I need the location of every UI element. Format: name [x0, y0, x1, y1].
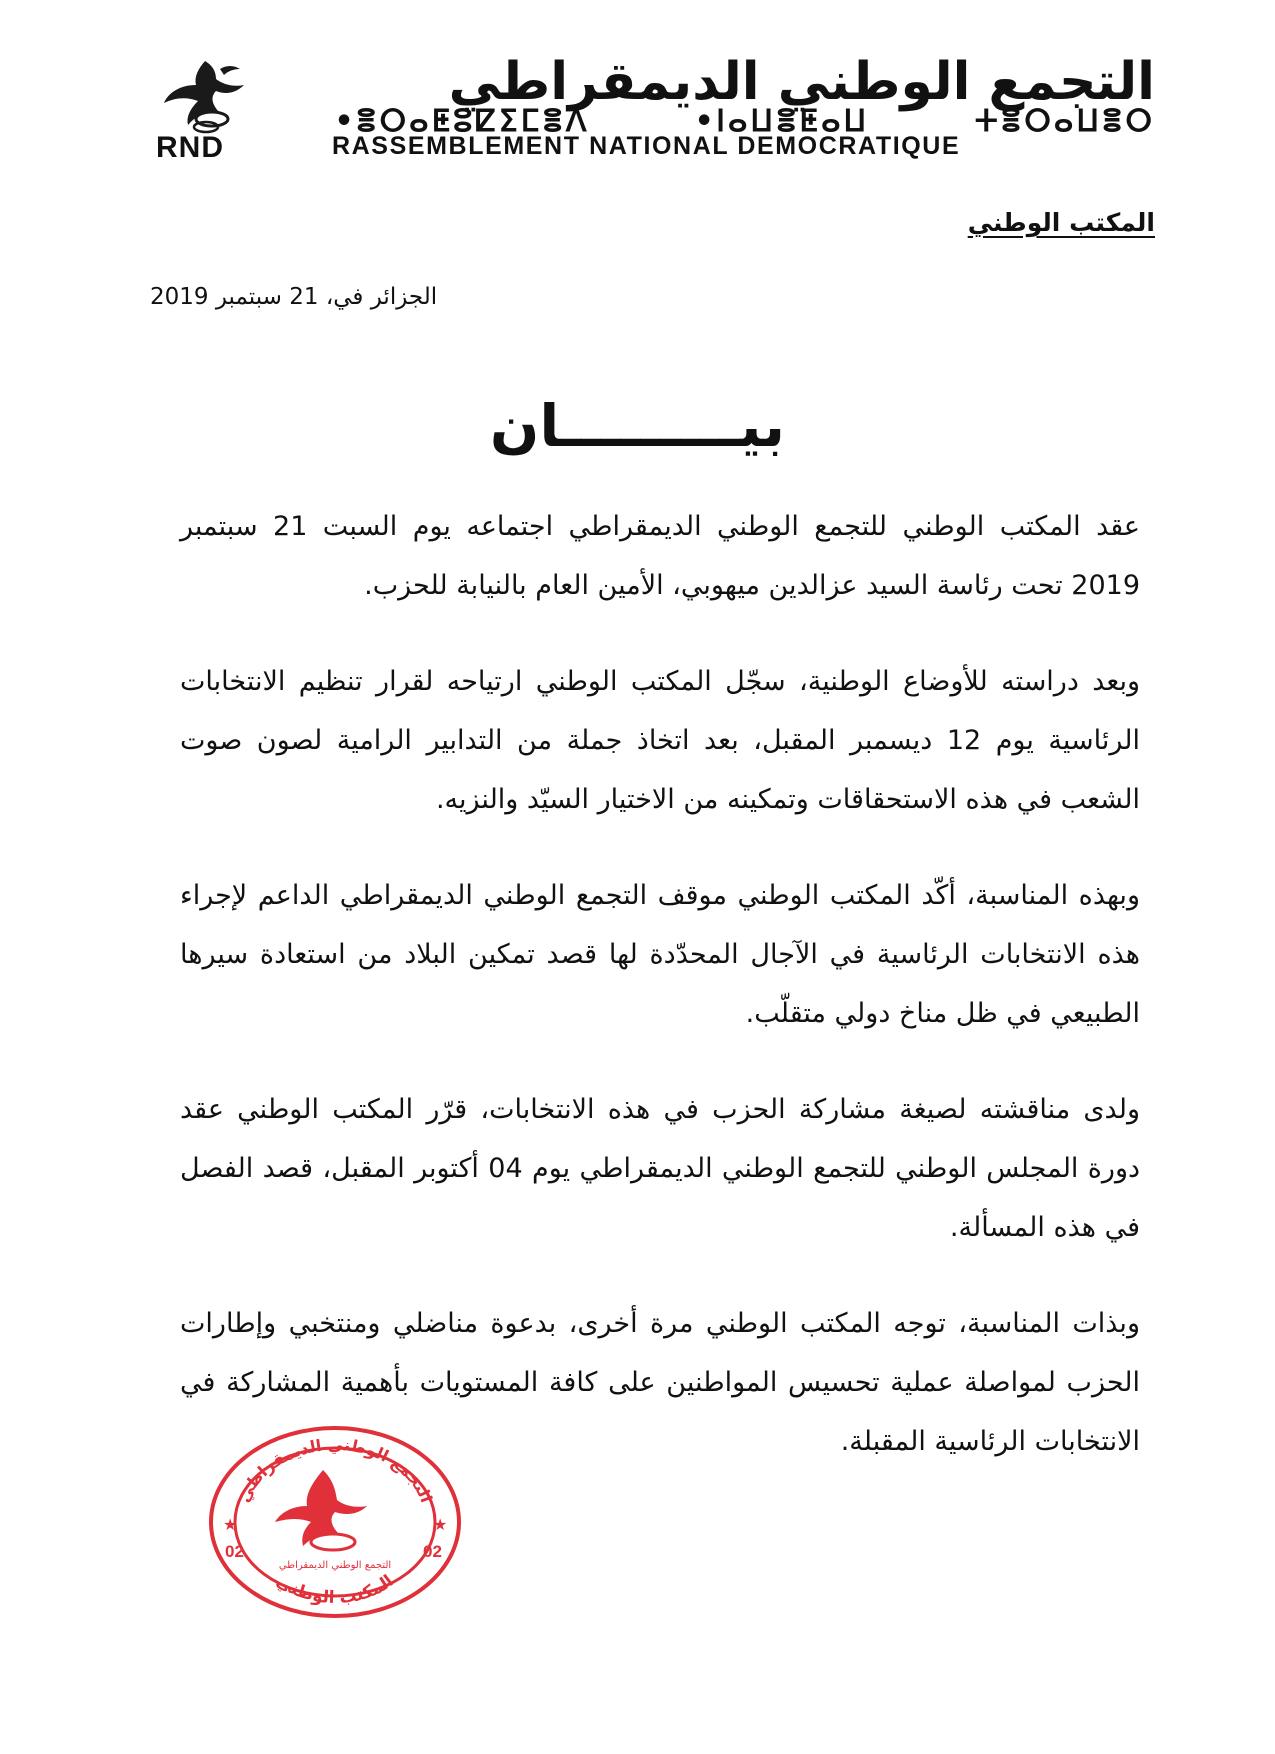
stamp-top-text: التجمع الوطني الديمقراطي: [234, 1434, 437, 1506]
document-title: بيـــــــــان: [489, 392, 786, 460]
stamp-star-icon: ★: [223, 1515, 238, 1534]
document-date: الجزائر في، 21 سبتمبر 2019: [150, 284, 438, 310]
stamp-inner-text: التجمع الوطني الديمقراطي: [278, 1560, 392, 1571]
paragraph: وبعد دراسته للأوضاع الوطنية، سجّل المكتب الوطني ارتياحه لقرار تنظيم الانتخابات الرئاسية يوم 12 ديسمبر المقبل، بعد اتخاذ جملة من التدابير الرامية لصون صوت الشعب في هذه الاستحقاقات وتمكينه من الاختيار السيّد والنزيه.: [180, 666, 1140, 815]
party-name-arabic: التجمع الوطني الديمقراطي: [448, 52, 1155, 112]
party-name-french: RASSEMBLEMENT NATIONAL DEMOCRATIQUE: [332, 132, 961, 160]
stamp-right-number: 02: [423, 1542, 442, 1561]
paragraph: وبذات المناسبة، توجه المكتب الوطني مرة أخرى، بدعوة مناضلي ومنتخبي وإطارات الحزب لمواصلة عملية تحسيس المواطنين على كافة المستويات بأهمية المشاركة في الانتخابات الرئاسية المقبلة.: [180, 1308, 1140, 1457]
office-heading: المكتب الوطني: [967, 208, 1155, 237]
official-stamp: [205, 1422, 465, 1622]
stamp-star-icon: ★: [433, 1515, 448, 1534]
tifinagh-word: •ⵏⴰⵡⴻⵟⴰⵡ: [695, 104, 870, 139]
tifinagh-word: •ⴻⵔⴰⵟⵓⵇⵉⵎⴻⴷ: [335, 104, 590, 139]
party-logo: [150, 55, 260, 164]
paragraph: وبهذه المناسبة، أكّد المكتب الوطني موقف التجمع الوطني الديمقراطي الداعم لإجراء هذه الانتخابات الرئاسية في الآجال المحدّدة لها قصد تمكين البلاد من استعادة سيرها الطبيعي في ظل مناخ دولي متقلّب.: [180, 880, 1140, 1029]
stamp-bottom-text: المكتب الوطني: [272, 1570, 398, 1609]
stamp-left-number: 02: [225, 1542, 244, 1561]
svg-text:المكتب الوطني: [272, 1571, 397, 1608]
paragraph: ولدى مناقشته لصيغة مشاركة الحزب في هذه الانتخابات، قرّر المكتب الوطني عقد دورة المجلس الوطني للتجمع الوطني الديمقراطي يوم 04 أكتوبر المقبل، قصد الفصل في هذه المسألة.: [180, 1094, 1141, 1243]
paragraph: عقد المكتب الوطني للتجمع الوطني الديمقراطي اجتماعه يوم السبت 21 سبتمبر 2019 تحت رئاسة السيد عزالدين ميهوبي، الأمين العام بالنيابة للحزب.: [180, 511, 1141, 601]
party-emblem-icon: [150, 55, 260, 135]
tifinagh-word: ⵜⴻⵔⴰⵡⴻⵔ: [974, 104, 1155, 139]
statement-body: [180, 497, 1140, 1508]
logo-abbreviation: RND: [156, 131, 224, 164]
stamp-emblem-icon: [275, 1470, 367, 1550]
